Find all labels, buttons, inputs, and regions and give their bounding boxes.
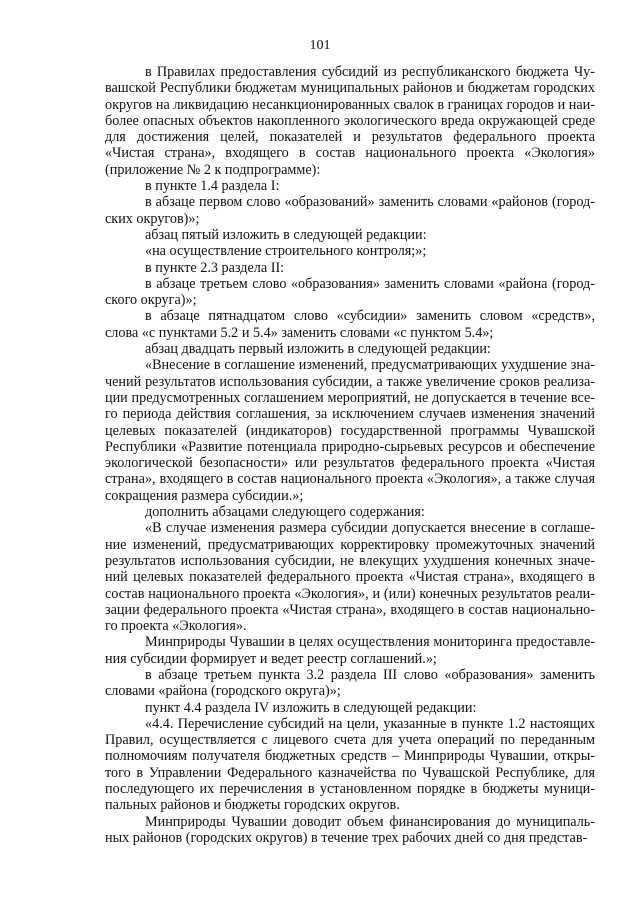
document-body (105, 64, 595, 846)
paragraph: Минприроды Чувашии доводит объем финансирования до муниципальных районов (городских округов) в течение трех рабочих дней со дня представ- (105, 813, 595, 846)
paragraph: «В случае изменения размера субсидии допускается внесение в соглашение изменений, предусматривающих корректировку промежуточных значений результатов использования субсидии, не влекущих ухудшения конечных значений целевых показателей федерального проекта «Чистая страна», входящего в состав национального проекта «Экология», и (или) конечных результатов реализации федерального проекта «Чистая страна», входящего в состав национального проекта «Экология». (105, 520, 595, 635)
paragraph: абзац двадцать первый изложить в следующей редакции: (145, 341, 491, 358)
paragraph: «4.4. Перечисление субсидий на цели, указанные в пункте 1.2 настоящих Правил, осуществляется с лицевого счета для учета операций по переданным полномочиям получателя бюджетных средств – Минприроды Чувашии, открытого в Управлении Федерального казначейства по Чувашской Республике, для последующего их перечисления в установленном порядке в бюджеты муниципальных районов и бюджеты городских округов. (105, 715, 595, 814)
paragraph: в пункте 1.4 раздела I: (145, 178, 280, 195)
page-number: 101 (309, 38, 331, 53)
paragraph: в абзаце третьем пункта 3.2 раздела III слово «образования» заменить словами «района (городского округа)»; (105, 666, 595, 700)
paragraph: «Внесение в соглашение изменений, предусматривающих ухудшение значений результатов использования субсидии, а также увеличение сроков реализации предусмотренных соглашением мероприятий, не допускается в течение всего периода действия соглашения, за исключением случаев изменения значений целевых показателей (индикаторов) государственной программы Чувашской Республики «Развитие потенциала природно-сырьевых ресурсов и обеспечение экологической безопасности» или результатов федерального проекта «Чистая страна», входящего в состав национального проекта «Экология», а также случая сокращения размера субсидии.»; (105, 357, 595, 504)
paragraph: в пункте 2.3 раздела II: (145, 259, 285, 276)
paragraph: в Правилах предоставления субсидий из республиканского бюджета Чувашской Республики бюджетам муниципальных районов и бюджетам городских округов на ликвидацию несанкционированных свалок в границах городов и наиболее опасных объектов накопленного экологического вреда окружающей среде для достижения целей, показателей и результатов федерального проекта «Чистая страна», входящего в состав национального проекта «Экология» (приложение № 2 к подпрограмме): (105, 64, 595, 178)
paragraph: в абзаце третьем слово «образования» заменить словами «района (городского округа)»; (105, 275, 595, 309)
paragraph: пункт 4.4 раздела IV изложить в следующей редакции: (145, 699, 477, 716)
paragraph: Минприроды Чувашии в целях осуществления мониторинга предоставления субсидии формирует и ведет реестр соглашений.»; (105, 634, 595, 667)
paragraph: в абзаце пятнадцатом слово «субсидии» заменить словом «средств», слова «с пунктами 5.2 и 5.4» заменить словами «с пунктом 5.4»; (105, 308, 595, 341)
paragraph: в абзаце первом слово «образований» заменить словами «районов (городских округов)»; (105, 194, 595, 227)
paragraph: дополнить абзацами следующего содержания: (145, 504, 425, 521)
paragraph: абзац пятый изложить в следующей редакции: (145, 226, 427, 243)
paragraph: «на осуществление строительного контроля;»; (145, 243, 427, 260)
